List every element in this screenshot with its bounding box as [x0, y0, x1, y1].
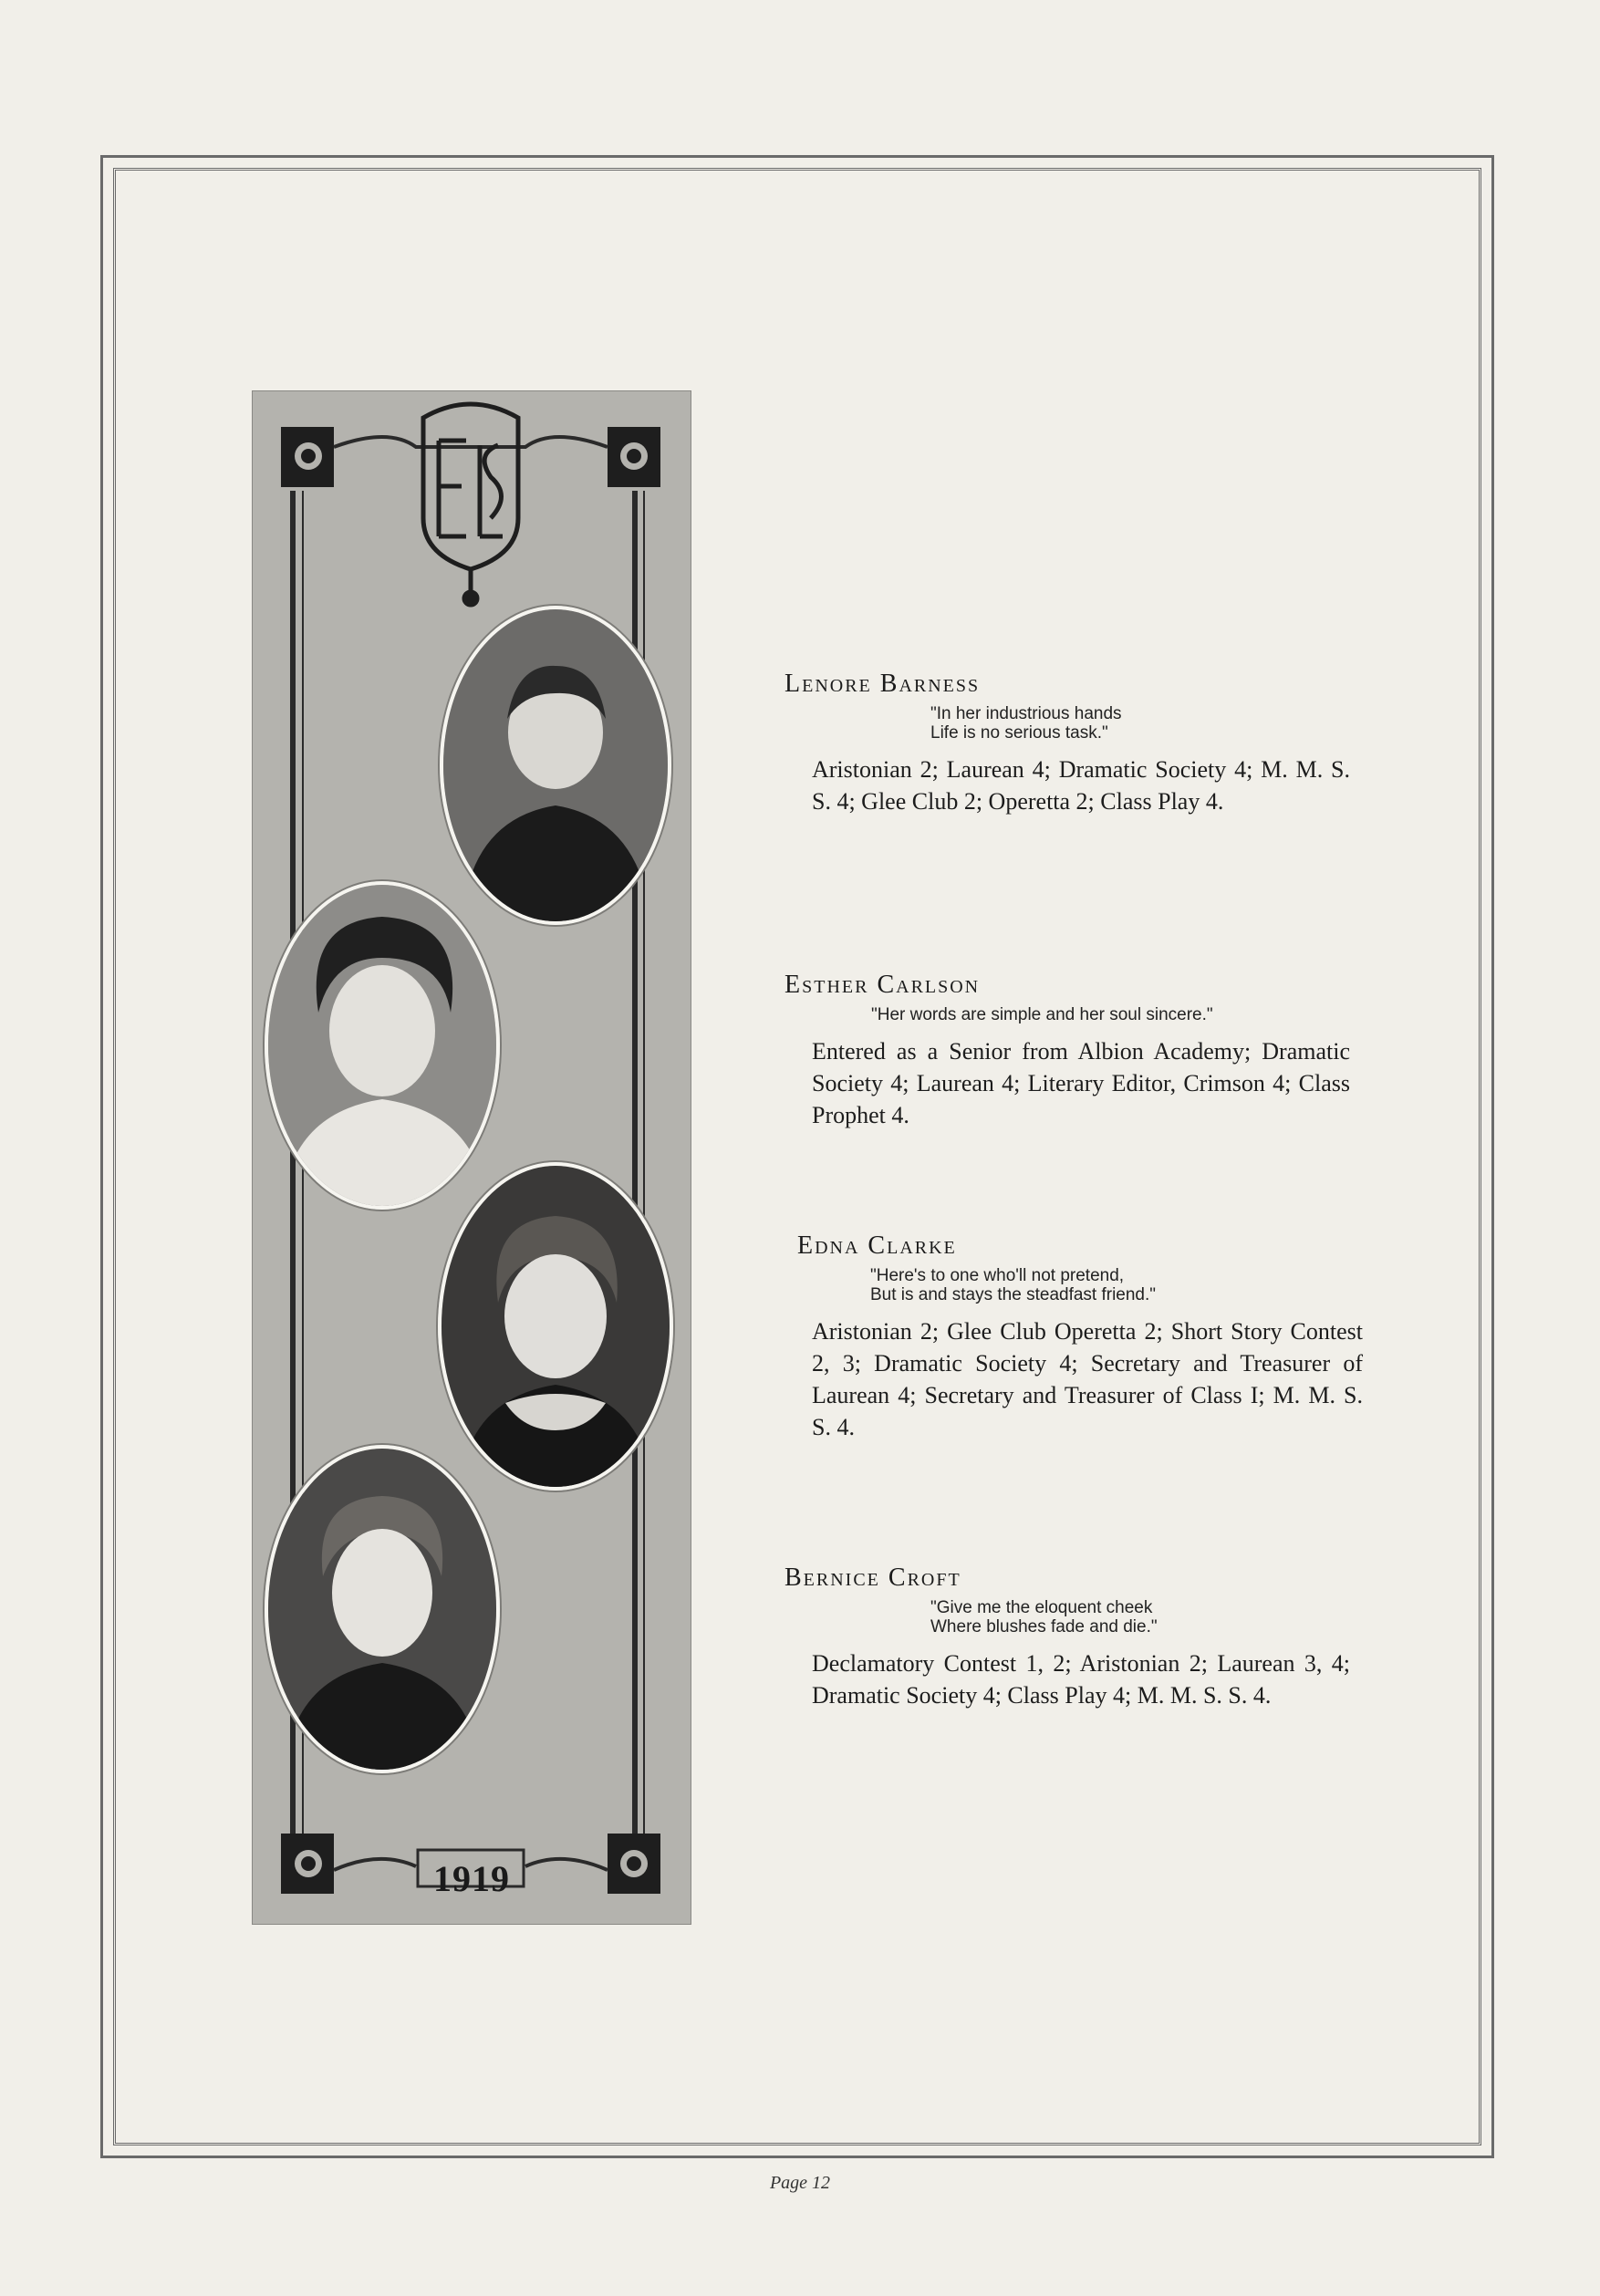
student-quote: "In her industrious hands Life is no serious task."	[930, 704, 1122, 743]
entry-edna-clarke	[797, 1231, 1363, 1443]
student-name: Bernice Croft	[784, 1564, 961, 1592]
student-quote: "Her words are simple and her soul sincere."	[871, 1005, 1213, 1024]
student-quote: "Give me the eloquent cheek Where blushes fade and die."	[930, 1598, 1158, 1636]
portrait-lenore-barness	[440, 606, 671, 925]
portrait-esther-carlson	[265, 881, 500, 1210]
page-number: Page 12	[769, 2173, 831, 2193]
portrait-edna-clarke	[438, 1162, 673, 1491]
student-quote: "Here's to one who'll not pretend, But is and stays the steadfast friend."	[870, 1266, 1157, 1304]
year-banner: 1919	[433, 1858, 510, 1899]
student-activities: Aristonian 2; Laurean 4; Dramatic Society 4; M. M. S. S. 4; Glee Club 2; Operetta 2; Class Play 4.	[812, 756, 1350, 815]
monogram-icon	[423, 404, 518, 605]
student-name: Esther Carlson	[784, 971, 981, 999]
portrait-bernice-croft	[265, 1445, 500, 1773]
entry-lenore-barness	[784, 670, 1350, 817]
student-name: Edna Clarke	[797, 1231, 957, 1260]
student-name: Lenore Barness	[784, 670, 981, 698]
student-activities: Declamatory Contest 1, 2; Aristonian 2; Laurean 3, 4; Dramatic Society 4; Class Play 4; M. M. S. S. 4.	[812, 1650, 1350, 1709]
student-activities: Entered as a Senior from Albion Academy; Dramatic Society 4; Laurean 4; Literary Editor, Crimson 4; Class Prophet 4.	[812, 1038, 1350, 1128]
student-activities: Aristonian 2; Glee Club Operetta 2; Short Story Contest 2, 3; Dramatic Society 4; Secretary and Treasurer of Laurean 4; Secretary and Treasurer of Class I; M. M. S. S. 4.	[812, 1318, 1363, 1440]
rose-ornament-icon	[281, 427, 660, 487]
portrait-panel	[252, 390, 691, 1925]
entry-bernice-croft	[784, 1564, 1350, 1711]
entry-esther-carlson	[784, 971, 1350, 1131]
